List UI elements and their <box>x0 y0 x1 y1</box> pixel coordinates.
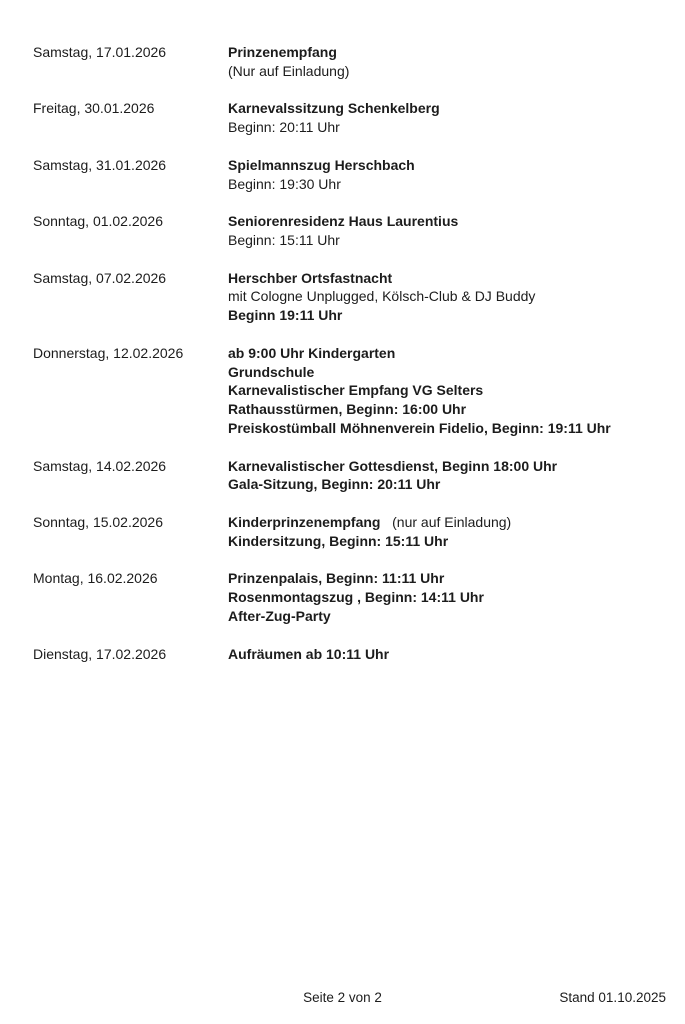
event-line <box>228 569 665 588</box>
event-row <box>33 99 665 137</box>
event-text-bold: Preiskostümball Möhnenverein Fidelio, Beginn: 19:11 Uhr <box>228 419 611 436</box>
event-lines <box>228 344 665 438</box>
event-text: mit Cologne Unplugged, Kölsch-Club & DJ Buddy <box>228 288 536 305</box>
event-text-bold: Seniorenresidenz Haus Laurentius <box>228 213 459 230</box>
event-text-bold: Gala-Sitzung, Beginn: 20:11 Uhr <box>228 476 441 493</box>
event-lines <box>228 513 665 551</box>
event-date: Samstag, 17.01.2026 <box>33 44 167 60</box>
event-row <box>33 513 665 551</box>
event-line <box>228 212 665 231</box>
event-list <box>33 43 665 682</box>
event-row <box>33 645 665 664</box>
event-lines <box>228 457 665 495</box>
event-text-bold: Kinderprinzenempfang <box>228 513 381 530</box>
event-date: Samstag, 14.02.2026 <box>33 457 167 474</box>
event-row <box>33 156 665 194</box>
event-lines <box>228 269 665 325</box>
event-line <box>228 419 665 438</box>
event-row <box>33 269 665 325</box>
event-line <box>228 344 665 363</box>
event-text-bold: Grundschule <box>228 363 315 380</box>
event-date: Montag, 16.02.2026 <box>33 570 158 587</box>
event-line <box>228 457 665 476</box>
event-row <box>33 43 665 81</box>
event-line <box>228 532 665 551</box>
event-date: Donnerstag, 12.02.2026 <box>33 344 184 361</box>
revision-date: Stand 01.10.2025 <box>559 990 666 1005</box>
event-lines <box>228 212 665 250</box>
event-date: Sonntag, 15.02.2026 <box>33 513 164 530</box>
event-text: Beginn: 19:30 Uhr <box>228 175 341 192</box>
event-text-bold: Prinzenempfang <box>228 44 337 60</box>
event-line <box>228 400 665 419</box>
event-text-bold: Rosenmontagszug , Beginn: 14:11 Uhr <box>228 589 484 606</box>
event-line <box>228 62 665 81</box>
event-line <box>228 607 665 626</box>
event-line <box>228 43 665 62</box>
event-text: (nur auf Einladung) <box>380 513 512 530</box>
event-text: Beginn: 15:11 Uhr <box>228 231 340 248</box>
event-line <box>228 269 665 288</box>
event-line <box>228 231 665 250</box>
event-lines <box>228 99 665 137</box>
event-text-bold: ab 9:00 Uhr Kindergarten <box>228 344 396 361</box>
event-row <box>33 457 665 495</box>
event-text: (Nur auf Einladung) <box>228 62 350 79</box>
event-line <box>228 118 665 137</box>
event-line <box>228 475 665 494</box>
event-text-bold: Beginn 19:11 Uhr <box>228 307 343 324</box>
event-line <box>228 156 665 175</box>
event-date: Samstag, 07.02.2026 <box>33 269 167 286</box>
event-row <box>33 344 665 438</box>
event-text-bold: Rathausstürmen, Beginn: 16:00 Uhr <box>228 401 467 418</box>
event-line <box>228 645 665 664</box>
event-date: Freitag, 30.01.2026 <box>33 100 155 117</box>
event-text-bold: After-Zug-Party <box>228 607 331 624</box>
event-line <box>228 306 665 325</box>
event-line <box>228 175 665 194</box>
event-row <box>33 212 665 250</box>
event-line <box>228 363 665 382</box>
event-text-bold: Karnevalssitzung Schenkelberg <box>228 100 440 117</box>
event-text-bold: Kindersitzung, Beginn: 15:11 Uhr <box>228 532 449 549</box>
event-date: Dienstag, 17.02.2026 <box>33 645 167 662</box>
event-lines <box>228 645 665 664</box>
event-date: Samstag, 31.01.2026 <box>33 156 167 173</box>
event-lines <box>228 43 665 81</box>
page-number: Seite 2 von 2 <box>303 990 382 1005</box>
event-line <box>228 588 665 607</box>
event-text-bold: Aufräumen ab 10:11 Uhr <box>228 645 390 662</box>
event-row <box>33 569 665 625</box>
event-line <box>228 513 665 532</box>
event-text-bold: Prinzenpalais, Beginn: 11:11 Uhr <box>228 570 445 587</box>
event-text-bold: Herschber Ortsfastnacht <box>228 269 393 286</box>
event-line <box>228 99 665 118</box>
event-date: Sonntag, 01.02.2026 <box>33 213 164 230</box>
event-lines <box>228 569 665 625</box>
event-text-bold: Spielmannszug Herschbach <box>228 156 415 173</box>
event-line <box>228 287 665 306</box>
event-text-bold: Karnevalistischer Gottesdienst, Beginn 18:00 Uhr <box>228 457 558 474</box>
event-lines <box>228 156 665 194</box>
event-text-bold: Karnevalistischer Empfang VG Selters <box>228 382 484 399</box>
event-line <box>228 381 665 400</box>
event-text: Beginn: 20:11 Uhr <box>228 119 340 136</box>
